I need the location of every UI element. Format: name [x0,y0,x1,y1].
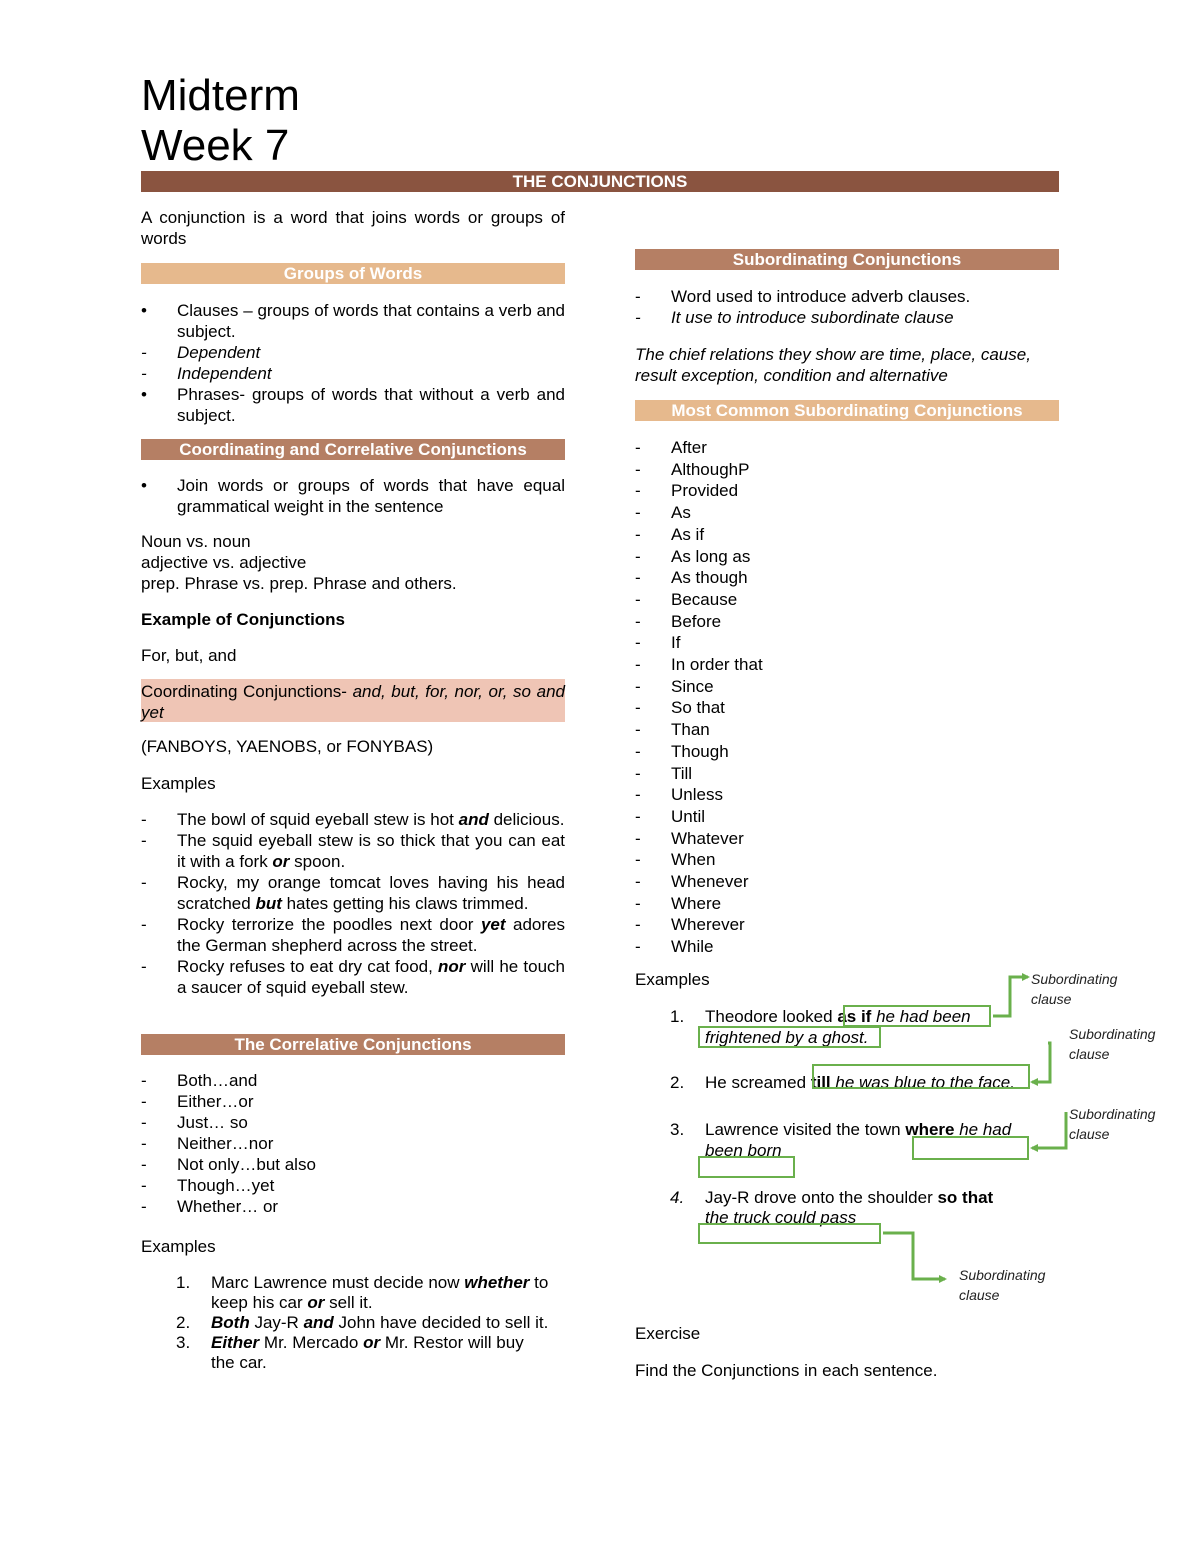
dash-marker: - [635,828,641,848]
common-item-text: If [671,633,681,653]
ex1-text-a: Theodore looked [705,1007,838,1026]
ex2-conj: till [810,1073,831,1092]
dash-marker: - [141,1071,147,1090]
ex3-conj: where [905,1120,955,1139]
list-item-text: Clauses – groups of words that contains a verb and subject. [177,301,565,341]
corr-item-text: Either…or [177,1092,254,1111]
main-banner: THE CONJUNCTIONS [141,171,1059,192]
bullet-marker: • [141,476,147,495]
ex4-number: 4. [670,1188,685,1207]
ex3-line2: been born [705,1141,782,1160]
groups-heading: Groups of Words [141,263,565,284]
ex4-conj: so that [937,1188,994,1207]
list-marker: • [141,385,147,404]
sub-item-text: Word used to introduce adverb clauses. [671,287,971,306]
common-item-text: As [671,503,691,523]
ex1-conj: as if [837,1007,872,1026]
dash-marker: - [141,1113,147,1132]
common-item-text: In order that [671,655,763,675]
conjunction: and [458,810,489,829]
dash-marker: - [635,720,641,740]
ex1-line2: frightened by a ghost. [705,1028,869,1047]
dash-marker: - [635,524,641,544]
examples-label-1: Examples [141,774,216,793]
dash-marker: - [635,893,641,913]
dash-marker: - [141,810,147,829]
example-text: to keep his car [211,1273,549,1312]
coord-bullet-text: Join words or groups of words that have equal grammatical weight in the sentence [177,476,565,516]
dash-marker: - [635,287,641,306]
dash-marker: - [635,785,641,805]
example-text: adores the German shepherd across the street. [177,915,565,955]
example-list: For, but, and [141,646,237,665]
annotation-label-1: Subordinating clause [1031,971,1118,1007]
dash-marker: - [635,459,641,479]
conjunction: Both [211,1313,250,1332]
example-text: Marc Lawrence must decide now [211,1273,465,1292]
dash-marker: - [635,611,641,631]
dash-marker: - [141,1155,147,1174]
example-text: delicious. [488,810,565,829]
annotation-label-4: Subordinating clause [959,1267,1046,1303]
title-week: Week 7 [141,121,290,170]
example-text: Rocky refuses to eat dry cat food, [177,957,439,976]
common-item-text: After [671,438,707,457]
dash-marker: - [141,1197,147,1216]
example-text: The squid eyeball stew is so thick that you can eat it with a fork [177,831,565,871]
dash-marker: - [635,633,641,653]
corr-item-text: Just… so [177,1113,248,1132]
common-item-text: As long as [671,546,751,566]
ex4-line2: the truck could pass [705,1208,857,1227]
dash-marker: - [635,763,641,783]
dash-marker: - [635,698,641,718]
annotation-label-3: Subordinating clause [1069,1106,1156,1142]
common-item-text: Until [671,806,706,826]
example-text: sell it. [324,1293,373,1312]
ex1-text-b: he had been [871,1007,971,1026]
example-heading: Example of Conjunctions [141,610,346,629]
list-item-text: Phrases- groups of words that without a verb and subject. [177,385,565,425]
common-item-text: As if [671,524,705,544]
example-text: Jay-R [249,1313,304,1332]
example-text: Rocky terrorize the poodles next door [177,915,481,934]
acronyms: (FANBOYS, YAENOBS, or FONYBAS) [141,737,434,756]
example-text: will he touch a saucer of squid eyeball stew. [177,957,565,997]
relations-text: The chief relations they show are time, place, cause, result exception, condition and alternative [635,345,1031,385]
common-item-text: So that [671,698,725,718]
list-marker: - [141,343,147,362]
conjunction: or [272,852,290,871]
example-number: 3. [176,1333,191,1352]
list-marker: - [141,364,147,383]
conjunction: or [307,1293,325,1312]
corr-item-text: Though…yet [177,1176,275,1195]
dash-marker: - [141,831,147,850]
coord-def-words: and, but, for, nor, or, so and yet [141,682,565,722]
example-number: 1. [176,1273,191,1292]
pair-2: adjective vs. adjective [141,553,307,572]
dash-marker: - [635,308,641,327]
conjunction: or [363,1333,381,1352]
example-text: Rocky, my orange tomcat loves having his head scratched [177,873,565,913]
examples-label-3: Examples [635,970,710,989]
common-item-text: Because [671,589,738,609]
dash-marker: - [141,915,147,934]
sub-heading: Subordinating Conjunctions [635,249,1059,270]
title-midterm: Midterm [141,71,300,120]
conjunction: yet [480,915,506,934]
dash-marker: - [635,806,641,826]
common-item-text: Before [671,611,722,631]
dash-marker: - [635,568,641,588]
exercise-label: Exercise [635,1324,701,1343]
conjunction: and [303,1313,334,1332]
common-item-text: Though [671,741,729,761]
corr-item-text: Whether… or [177,1197,279,1216]
common-item-text: Whenever [671,872,749,892]
intro-text: A conjunction is a word that joins words or groups of words [141,208,565,248]
common-item-text: When [671,850,716,870]
annotation-label-2: Subordinating clause [1069,1026,1156,1062]
ex3-text-b: he had [954,1120,1012,1139]
conjunction: whether [464,1273,530,1292]
example-text: The bowl of squid eyeball stew is hot [177,810,459,829]
dash-marker: - [635,741,641,761]
exercise-text: Find the Conjunctions in each sentence. [635,1361,938,1380]
dash-marker: - [635,872,641,892]
common-item-text: Where [671,893,722,913]
common-item-text: Unless [671,785,723,805]
common-item-text: AlthoughP [671,459,750,479]
corr-item-text: Neither…nor [177,1134,274,1153]
ex2-number: 2. [670,1073,685,1092]
list-marker: • [141,301,147,320]
dash-marker: - [635,546,641,566]
ex3-text-a: Lawrence visited the town [705,1120,906,1139]
common-item-text: While [671,937,714,957]
corr-heading: The Correlative Conjunctions [141,1034,565,1055]
example-number: 2. [176,1313,191,1332]
pair-3: prep. Phrase vs. prep. Phrase and others. [141,574,457,593]
corr-item-text: Not only…but also [177,1155,316,1174]
dash-marker: - [635,481,641,501]
coord-def-prefix: Coordinating Conjunctions- [141,682,353,701]
dash-marker: - [635,850,641,870]
dash-marker: - [141,1134,147,1153]
common-item-text: Than [671,720,710,740]
common-item-text: Provided [671,481,739,501]
dash-marker: - [635,937,641,957]
conjunction: Either [211,1333,260,1352]
common-item-text: Whatever [671,828,744,848]
pair-1: Noun vs. noun [141,532,251,551]
dash-marker: - [141,873,147,892]
example-text: spoon. [289,852,346,871]
ex3-number: 3. [670,1120,685,1139]
example-text: Mr. Restor will buy the car. [211,1333,524,1372]
dash-marker: - [635,655,641,675]
common-item-text: Since [671,676,714,696]
example-text: hates getting his claws trimmed. [281,894,529,913]
dash-marker: - [635,438,641,457]
example-text: John have decided to sell it. [333,1313,549,1332]
dash-marker: - [635,915,641,935]
dash-marker: - [635,503,641,523]
dash-marker: - [635,589,641,609]
ex2-text-a: He screamed [705,1073,811,1092]
example-text: Mr. Mercado [259,1333,364,1352]
examples-label-2: Examples [141,1237,216,1256]
dash-marker: - [141,1176,147,1195]
ex1-number: 1. [670,1007,685,1026]
common-item-text: Till [671,763,693,783]
common-item-text: Wherever [671,915,745,935]
coord-heading: Coordinating and Correlative Conjunctions [141,439,565,460]
list-item-text: Dependent [177,343,261,362]
common-item-text: As though [671,568,748,588]
ex2-text-b: he was blue to the face. [830,1073,1015,1092]
conjunction: nor [438,957,466,976]
sub-item-text: It use to introduce subordinate clause [671,308,954,327]
dash-marker: - [141,957,147,976]
conjunction: but [255,894,282,913]
ex4-text-a: Jay-R drove onto the shoulder [705,1188,938,1207]
corr-item-text: Both…and [177,1071,258,1090]
dash-marker: - [635,676,641,696]
common-heading: Most Common Subordinating Conjunctions [635,400,1059,421]
list-item-text: Independent [177,364,272,383]
dash-marker: - [141,1092,147,1111]
